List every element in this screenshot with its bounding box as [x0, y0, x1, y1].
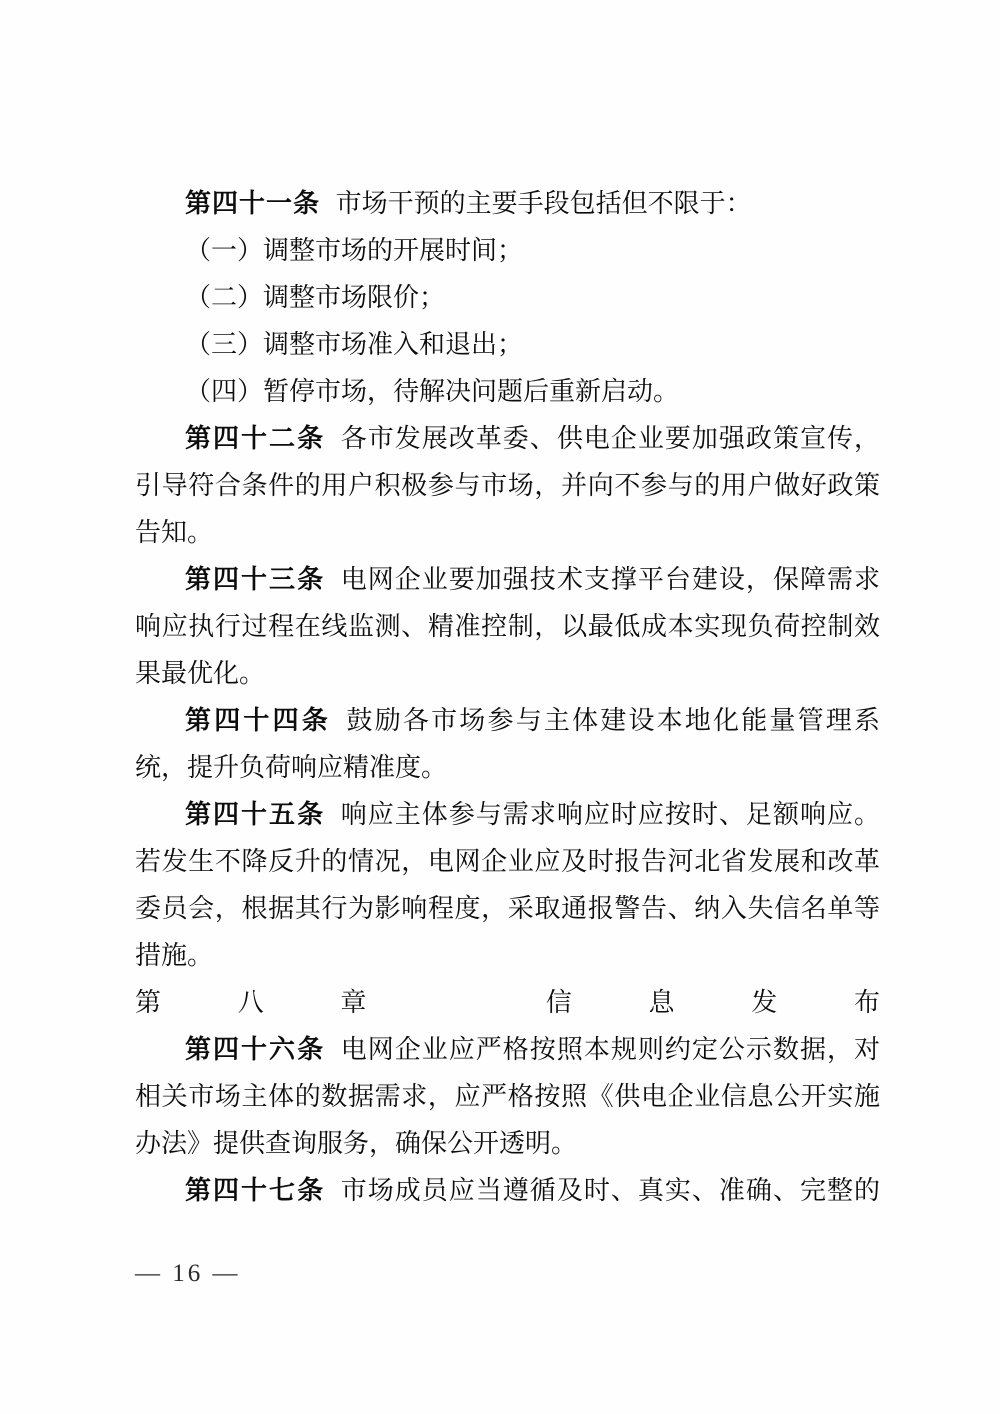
paragraph-text: 市场成员应当遵循及时、真实、准确、完整的: [340, 1175, 880, 1205]
paragraph-text: （一）调整市场的开展时间；: [185, 235, 524, 265]
article-number: 第四十四条: [185, 705, 331, 735]
article-number: 第四十六条: [185, 1034, 326, 1064]
paragraph-text: 各市发展改革委、供电企业要加强政策宣传，引导符合条件的用户积极参与市场，并向不参与的用户做好政策告知。: [135, 423, 880, 547]
paragraph-text: （三）调整市场准入和退出；: [185, 329, 524, 359]
paragraph-text: 鼓励各市场参与主体建设本地化能量管理系统，提升负荷响应精准度。: [135, 705, 880, 782]
article-number: 第四十五条: [185, 799, 326, 829]
paragraph-text: 电网企业要加强技术支撑平台建设，保障需求响应执行过程在线监测、精准控制，以最低成本实现负荷控制效果最优化。: [135, 564, 880, 688]
article-paragraph: [135, 791, 880, 979]
article-paragraph: [135, 415, 880, 556]
article-number: 第四十二条: [185, 423, 326, 453]
article-number: 第四十三条: [185, 564, 326, 594]
article-paragraph: [135, 1026, 880, 1167]
chapter-heading: [135, 979, 880, 1026]
list-item: [135, 368, 880, 415]
paragraph-text: 市场干预的主要手段包括但不限于：: [335, 188, 752, 218]
article-number: 第四十一条: [185, 188, 321, 218]
article-paragraph: [135, 180, 880, 227]
article-paragraph: [135, 556, 880, 697]
list-item: [135, 274, 880, 321]
paragraph-text: 电网企业应严格按照本规则约定公示数据，对相关市场主体的数据需求，应严格按照《供电企业信息公开实施办法》提供查询服务，确保公开透明。: [135, 1034, 880, 1158]
article-paragraph: [135, 697, 880, 791]
list-item: [135, 227, 880, 274]
paragraph-text: （四）暂停市场，待解决问题后重新启动。: [185, 376, 680, 406]
page-number: — 16 —: [135, 1260, 241, 1287]
paragraph-text: 第八章 信息发布: [135, 987, 880, 1017]
paragraph-text: （二）调整市场限价；: [185, 282, 446, 312]
document-body: [135, 180, 880, 1214]
article-number: 第四十七条: [185, 1175, 326, 1205]
list-item: [135, 321, 880, 368]
paragraph-text: 响应主体参与需求响应时应按时、足额响应。若发生不降反升的情况，电网企业应及时报告河北省发展和改革委员会，根据其行为影响程度，采取通报警告、纳入失信名单等措施。: [135, 799, 880, 970]
article-paragraph: [135, 1167, 880, 1214]
